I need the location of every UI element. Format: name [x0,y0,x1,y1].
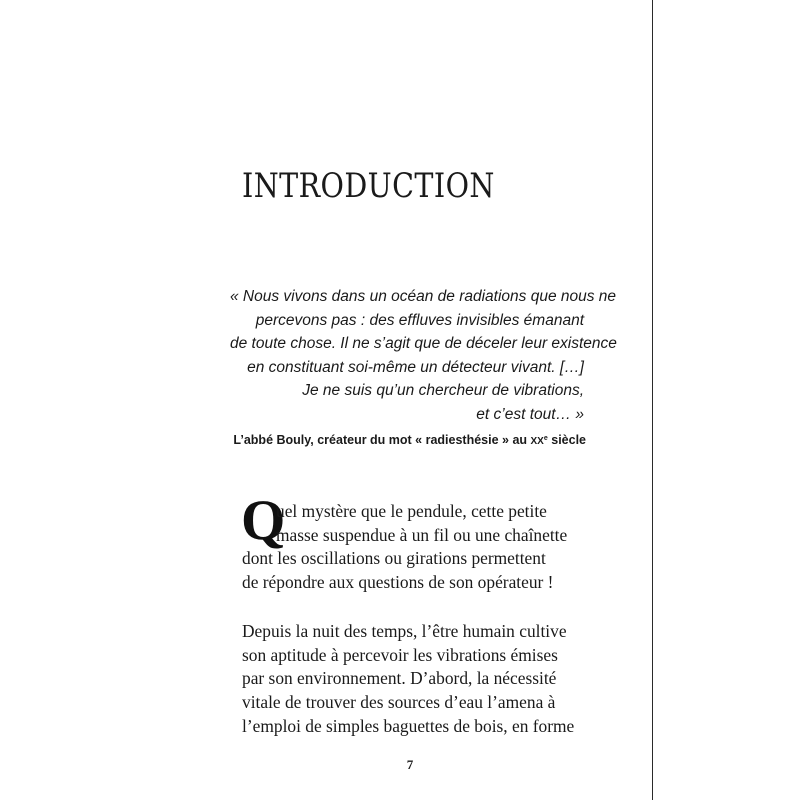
epigraph-line: et c’est tout… » [476,405,584,423]
body-paragraph-1 [242,500,588,595]
paragraph-line: son aptitude à percevoir les vibrations émises [242,644,558,665]
body-paragraph-2 [242,620,588,739]
epigraph-attribution [230,430,586,451]
paragraph-line: Depuis la nuit des temps, l’être humain cultive [242,621,567,641]
paragraph-line: vitale de trouver des sources d’eau l’amena à [242,692,556,713]
page-edge-line [652,0,653,800]
attribution-century-suffix: e [543,435,548,442]
paragraph-line: masse suspendue à un fil ou une chaînette [276,524,568,545]
attribution-end: siècle [547,433,586,447]
epigraph-quote [230,285,617,427]
attribution-text: L’abbé Bouly, créateur du mot « radiesthésie » au [233,433,531,447]
paragraph-line: dont les oscillations ou girations permettent [242,548,546,569]
chapter-title: INTRODUCTION [242,166,495,206]
paragraph-line: l’emploi de simples baguettes de bois, en forme [242,715,575,736]
epigraph-line: de toute chose. Il ne s’agit que de déceler leur existence [230,335,617,353]
attribution-century: XX [530,436,544,447]
paragraph-line: par son environnement. D’abord, la nécessité [242,668,557,689]
drop-cap: Q [241,489,286,552]
page-number: 7 [406,757,414,772]
epigraph-line: percevons pas : des effluves invisibles émanant [255,311,584,329]
epigraph-line: Je ne suis qu’un chercheur de vibrations, [302,382,584,400]
epigraph-line: en constituant soi-même un détecteur vivant. […] [247,358,584,376]
epigraph-line: « Nous vivons dans un océan de radiations que nous ne [230,288,617,305]
paragraph-line: uel mystère que le pendule, cette petite [276,501,547,521]
paragraph-line: de répondre aux questions de son opérateur ! [242,572,554,593]
